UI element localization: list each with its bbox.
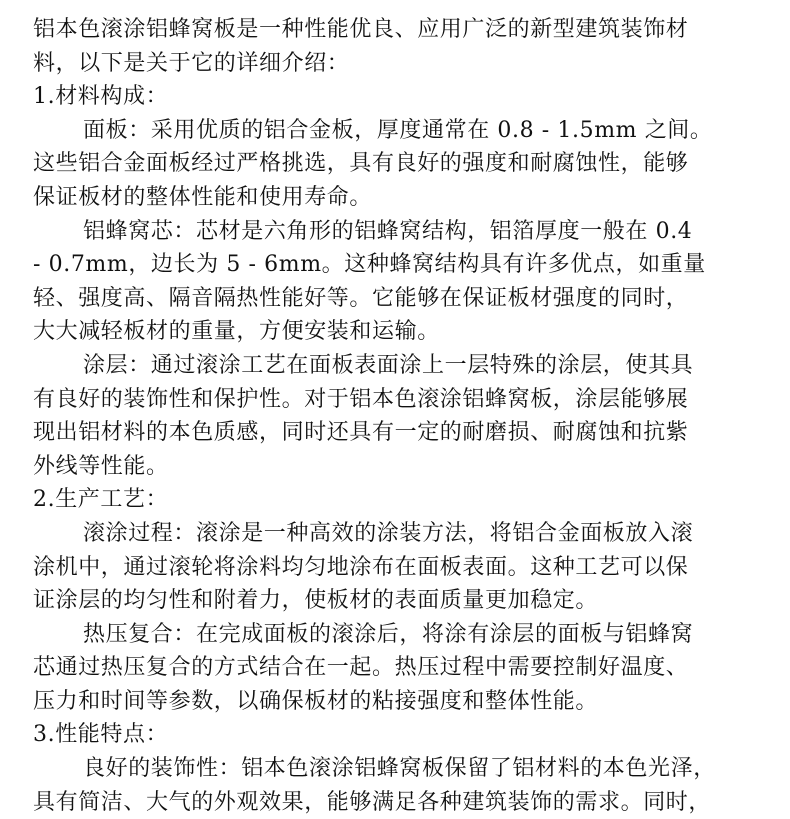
text-line: 芯通过热压复合的方式结合在一起。热压过程中需要控制好温度、 (33, 655, 689, 681)
text-line: 滚涂过程：滚涂是一种高效的涂装方法，将铝合金面板放入滚 (83, 520, 694, 546)
text-line: 现出铝材料的本色质感，同时还具有一定的耐磨损、耐腐蚀和抗紫 (33, 420, 689, 446)
text-line: 铝本色滚涂铝蜂窝板是一种性能优良、应用广泛的新型建筑装饰材 (33, 17, 689, 42)
text-line: 铝蜂窝芯：芯材是六角形的铝蜂窝结构，铝箔厚度一般在 0.4 (83, 218, 693, 244)
text-line: 涂层：通过滚涂工艺在面板表面涂上一层特殊的涂层，使其具 (83, 352, 694, 378)
text-line: 这些铝合金面板经过严格挑选，具有良好的强度和耐腐蚀性，能够 (33, 151, 689, 177)
section-heading: 3.性能特点： (33, 722, 169, 748)
text-line: 有良好的装饰性和保护性。对于铝本色滚涂铝蜂窝板，涂层能够展 (33, 386, 689, 412)
text-line: 外线等性能。 (33, 453, 169, 479)
text-line: 热压复合：在完成面板的滚涂后，将涂有涂层的面板与铝蜂窝 (83, 621, 694, 647)
text-line: 大大减轻板材的重量，方便安装和运输。 (33, 319, 440, 345)
document-body (33, 13, 781, 819)
text-line: 证涂层的均匀性和附着力，使板材的表面质量更加稳定。 (33, 588, 599, 614)
text-line: 具有简洁、大气的外观效果，能够满足各种建筑装饰的需求。同时， (33, 789, 712, 815)
section-heading: 1.材料构成： (33, 84, 169, 110)
text-line: - 0.7mm，边长为 5 - 6mm。这种蜂窝结构具有许多优点，如重量 (33, 252, 706, 278)
text-line: 涂机中，通过滚轮将涂料均匀地涂布在面板表面。这种工艺可以保 (33, 554, 689, 580)
text-line: 良好的装饰性：铝本色滚涂铝蜂窝板保留了铝材料的本色光泽， (83, 756, 716, 782)
text-line: 料，以下是关于它的详细介绍： (33, 50, 350, 76)
text-line: 面板：采用优质的铝合金板，厚度通常在 0.8 - 1.5mm 之间。 (83, 117, 713, 143)
text-line: 压力和时间等参数，以确保板材的粘接强度和整体性能。 (33, 688, 599, 714)
text-line: 保证板材的整体性能和使用寿命。 (33, 184, 373, 210)
section-heading: 2.生产工艺： (33, 487, 169, 513)
text-line: 轻、强度高、隔音隔热性能好等。它能够在保证板材强度的同时， (33, 285, 689, 311)
